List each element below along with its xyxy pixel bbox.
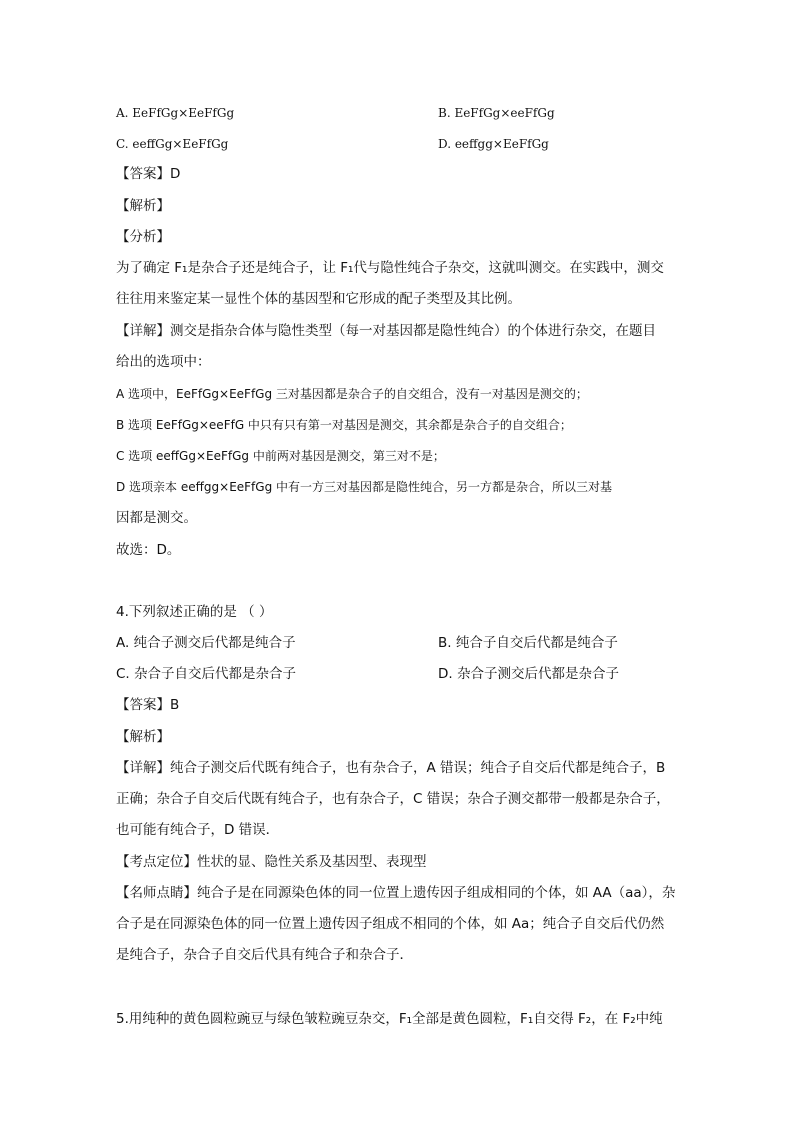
q3-detail-line-1: 【详解】测交是指杂合体与隐性类型（每一对基因都是隐性纯合）的个体进行杂交，在题目 xyxy=(116,323,656,339)
q3-option-a: A. EeFfGg×EeFfGg xyxy=(116,106,235,120)
q3-fenxi-line-1: 为了确定 F₁是杂合子还是纯合子，让 F₁代与隐性纯合子杂交，这就叫测交。在实践中，测交 xyxy=(116,260,664,276)
q4-kaodian: 【考点定位】性状的显、隐性关系及基因型、表现型 xyxy=(116,854,427,870)
q4-option-d: D. 杂合子测交后代都是杂合子 xyxy=(438,666,619,682)
q3-option-a-explanation: A 选项中，EeFfGg×EeFfGg 三对基因都是杂合子的自交组合，没有一对基因是测交的； xyxy=(116,387,588,401)
q3-fenxi-heading: 【分析】 xyxy=(116,229,170,245)
q3-option-b: B. EeFfGg×eeFfGg xyxy=(438,106,555,120)
q4-detail-line-1: 【详解】纯合子测交后代既有纯合子，也有杂合子，A 错误；纯合子自交后代都是纯合子，B xyxy=(116,760,666,776)
q4-stem: 4.下列叙述正确的是 （ ） xyxy=(116,604,273,620)
q3-fenxi-line-2: 往往用来鉴定某一显性个体的基因型和它形成的配子类型及其比例。 xyxy=(116,291,521,307)
q4-mingshi-line-2: 合子是在同源染色体的同一位置上遗传因子组成不相同的个体，如 Aa；纯合子自交后代仍然 xyxy=(116,916,665,932)
q4-option-b: B. 纯合子自交后代都是纯合子 xyxy=(438,635,618,651)
q4-option-c: C. 杂合子自交后代都是杂合子 xyxy=(116,666,297,682)
q3-option-b-explanation: B 选项 EeFfGg×eeFfG 中只有只有第一对基因是测交，其余都是杂合子的自交组合； xyxy=(116,418,572,432)
q3-answer: 【答案】D xyxy=(116,166,181,182)
q4-mingshi-line-3: 是纯合子，杂合子自交后代具有纯合子和杂合子． xyxy=(116,947,413,963)
q3-choose: 故选：D。 xyxy=(116,542,181,558)
q3-option-c: C. eeffGg×EeFfGg xyxy=(116,137,229,151)
q3-detail-line-2: 给出的选项中： xyxy=(116,354,211,370)
q3-option-c-explanation: C 选项 eeffGg×EeFfGg 中前两对基因是测交，第三对不是； xyxy=(116,449,445,463)
q4-analysis-heading: 【解析】 xyxy=(116,729,170,745)
q4-mingshi-line-1: 【名师点睛】纯合子是在同源染色体的同一位置上遗传因子组成相同的个体，如 AA（aa），杂 xyxy=(116,885,676,901)
q3-option-d-explanation-line-2: 因都是测交。 xyxy=(116,510,197,526)
q4-detail-line-3: 也可能有纯合子，D 错误． xyxy=(116,822,280,838)
q3-option-d: D. eeffgg×EeFfGg xyxy=(438,137,549,151)
q3-analysis-heading: 【解析】 xyxy=(116,198,170,214)
q4-answer: 【答案】B xyxy=(116,697,180,713)
q3-option-d-explanation-line-1: D 选项亲本 eeffgg×EeFfGg 中有一方三对基因都是隐性纯合，另一方都是杂合，所以三对基 xyxy=(116,480,613,494)
q5-stem: 5.用纯种的黄色圆粒豌豆与绿色皱粒豌豆杂交，F₁全部是黄色圆粒，F₁自交得 F₂，在 F₂中纯 xyxy=(116,1011,663,1027)
q4-detail-line-2: 正确；杂合子自交后代既有纯合子，也有杂合子，C 错误；杂合子测交都带一般都是杂合子， xyxy=(116,791,670,807)
q4-option-a: A. 纯合子测交后代都是纯合子 xyxy=(116,635,296,651)
